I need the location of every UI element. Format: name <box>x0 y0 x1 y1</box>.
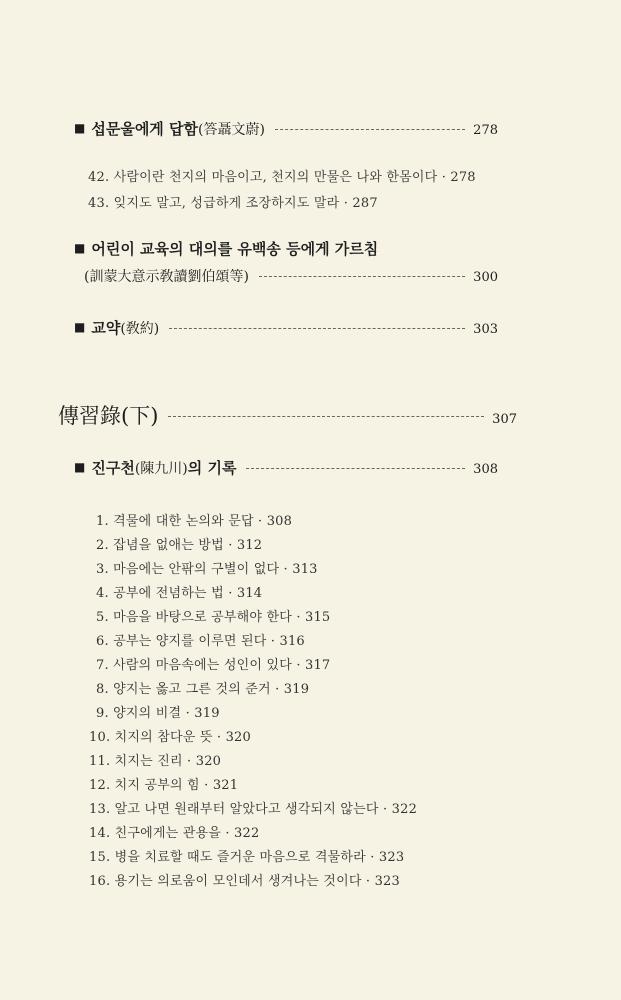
toc-item[interactable]: 14. 친구에게는 관용을 · 322 <box>89 826 260 841</box>
toc-item[interactable]: 5. 마음을 바탕으로 공부해야 한다 · 315 <box>96 610 331 625</box>
toc-item[interactable]: 6. 공부는 양지를 이루면 된다 · 316 <box>96 634 305 649</box>
section-title-hanja: (訓蒙大意示敎讀劉伯頌等) <box>84 269 249 285</box>
part-page: 307 <box>492 412 517 427</box>
bullet-icon: ■ <box>74 121 86 135</box>
section-title-hanja: (敎約) <box>120 321 160 337</box>
dot-leader <box>246 468 465 469</box>
toc-item[interactable]: 12. 치지 공부의 힘 · 321 <box>89 778 239 793</box>
toc-item[interactable]: 11. 치지는 진리 · 320 <box>89 754 222 769</box>
toc-item[interactable]: 3. 마음에는 안팎의 구별이 없다 · 313 <box>96 562 318 577</box>
dot-leader <box>259 276 465 277</box>
section-title-hanja: (答聶文蔚) <box>198 122 265 138</box>
section-title: 교약 <box>91 319 121 337</box>
dot-leader <box>168 416 484 417</box>
toc-section[interactable] <box>74 317 498 338</box>
toc-section[interactable] <box>74 457 498 478</box>
part-title: 傳習錄(下) <box>58 404 159 428</box>
bullet-icon: ■ <box>74 241 86 255</box>
toc-item[interactable]: 13. 알고 나면 원래부터 알았다고 생각되지 않는다 · 322 <box>89 802 418 817</box>
bullet-icon: ■ <box>74 460 86 474</box>
toc-item[interactable]: 8. 양지는 옳고 그른 것의 준거 · 319 <box>96 682 310 697</box>
toc-section-cont[interactable] <box>84 266 498 286</box>
dot-leader <box>169 328 465 329</box>
section-title: 섭문울에게 답함 <box>91 120 198 138</box>
section-page: 303 <box>473 322 498 337</box>
section-title: 진구천 <box>91 459 135 477</box>
toc-item[interactable]: 7. 사람의 마음속에는 성인이 있다 · 317 <box>96 658 331 673</box>
section-page: 300 <box>473 270 498 285</box>
toc-item[interactable]: 4. 공부에 전념하는 법 · 314 <box>96 586 263 601</box>
toc-item[interactable]: 9. 양지의 비결 · 319 <box>96 706 220 721</box>
toc-item[interactable]: 10. 치지의 참다운 뜻 · 320 <box>89 730 251 745</box>
section-page: 278 <box>473 123 498 138</box>
toc-section[interactable] <box>74 238 498 259</box>
bullet-icon: ■ <box>74 320 86 334</box>
section-title-hanja: (陳九川) <box>134 461 188 477</box>
toc-section[interactable] <box>74 118 498 139</box>
part-heading[interactable] <box>58 400 517 430</box>
toc-item[interactable]: 42. 사람이란 천지의 마음이고, 천지의 만물은 나와 한몸이다 · 278 <box>88 170 476 185</box>
dot-leader <box>275 129 465 130</box>
toc-item[interactable]: 1. 격물에 대한 논의와 문답 · 308 <box>96 514 293 529</box>
toc-item[interactable]: 2. 잡념을 없애는 방법 · 312 <box>96 538 263 553</box>
section-title: 어린이 교육의 대의를 유백송 등에게 가르침 <box>91 240 379 258</box>
toc-item[interactable]: 16. 용기는 의로움이 모인데서 생겨나는 것이다 · 323 <box>89 874 400 889</box>
section-page: 308 <box>473 462 498 477</box>
toc-item[interactable]: 15. 병을 치료할 때도 즐거운 마음으로 격물하라 · 323 <box>89 850 405 865</box>
section-title-tail: 의 기록 <box>187 459 237 477</box>
toc-item[interactable]: 43. 잊지도 말고, 성급하게 조장하지도 말라 · 287 <box>88 196 378 211</box>
